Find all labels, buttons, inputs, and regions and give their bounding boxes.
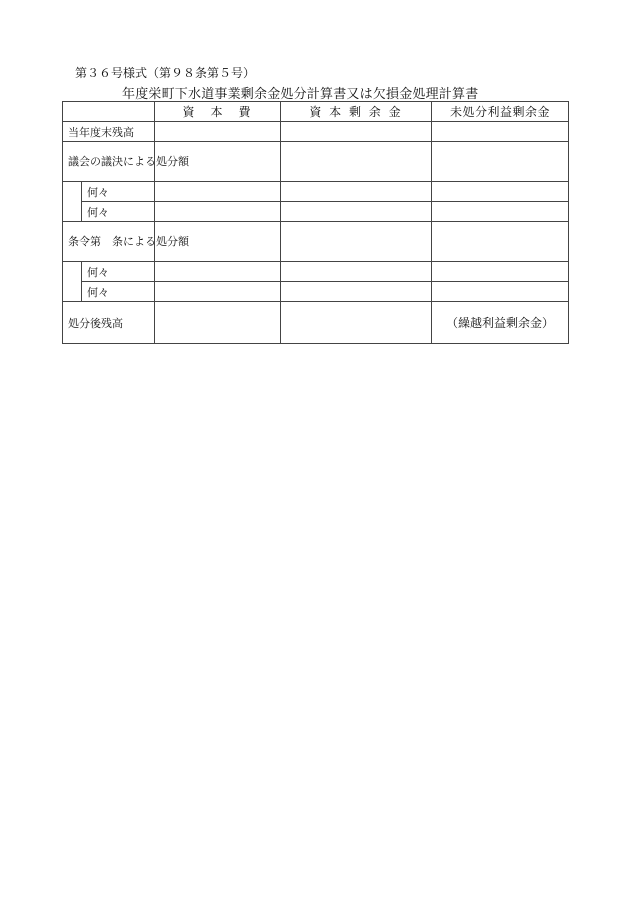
form-number: 第３６号様式（第９８条第５号） bbox=[75, 66, 256, 80]
column-unappropriated-earnings: 未処分利益剰余金 bbox=[432, 102, 569, 122]
table-row bbox=[63, 302, 569, 344]
header-row bbox=[63, 102, 569, 122]
cell-capital-cost bbox=[155, 202, 281, 222]
column-capital-surplus: 資 本 剰 余 金 bbox=[281, 102, 432, 122]
cell-unappropriated-earnings bbox=[432, 142, 569, 182]
cell-unappropriated-earnings bbox=[432, 202, 569, 222]
disposal-table bbox=[62, 101, 569, 344]
cell-capital-surplus bbox=[281, 142, 432, 182]
cell-capital-cost bbox=[155, 182, 281, 202]
cell-capital-surplus bbox=[281, 222, 432, 262]
row-label-council-disposal: 議会の議決による処分額 bbox=[63, 142, 155, 182]
indent-cell bbox=[63, 182, 82, 222]
row-label-current-balance: 当年度末残高 bbox=[63, 122, 155, 142]
row-label-post-balance: 処分後残高 bbox=[63, 302, 155, 344]
cell-unappropriated-earnings bbox=[432, 222, 569, 262]
row-label-ordinance-item: 何々 bbox=[82, 262, 155, 282]
table-row bbox=[63, 282, 569, 302]
cell-capital-surplus bbox=[281, 122, 432, 142]
cell-capital-surplus bbox=[281, 182, 432, 202]
cell-capital-cost bbox=[155, 122, 281, 142]
cell-capital-surplus bbox=[281, 262, 432, 282]
table-row bbox=[63, 262, 569, 282]
cell-capital-cost bbox=[155, 262, 281, 282]
cell-capital-surplus bbox=[281, 202, 432, 222]
header-blank-cell bbox=[63, 102, 155, 122]
table-row bbox=[63, 142, 569, 182]
cell-capital-surplus bbox=[281, 282, 432, 302]
table-row bbox=[63, 182, 569, 202]
cell-capital-surplus bbox=[281, 302, 432, 344]
cell-unappropriated-earnings bbox=[432, 182, 569, 202]
table-row bbox=[63, 222, 569, 262]
cell-capital-cost bbox=[155, 302, 281, 344]
row-label-ordinance-disposal: 条令第 条による処分額 bbox=[63, 222, 155, 262]
row-label-council-item: 何々 bbox=[82, 202, 155, 222]
table-row bbox=[63, 202, 569, 222]
cell-unappropriated-earnings bbox=[432, 282, 569, 302]
table-row bbox=[63, 122, 569, 142]
indent-cell bbox=[63, 262, 82, 302]
column-capital-cost: 資 本 費 bbox=[155, 102, 281, 122]
cell-capital-cost bbox=[155, 282, 281, 302]
row-label-ordinance-item: 何々 bbox=[82, 282, 155, 302]
document-title: 年度栄町下水道事業剰余金処分計算書又は欠損金処理計算書 bbox=[122, 87, 479, 102]
cell-unappropriated-earnings bbox=[432, 262, 569, 282]
cell-unappropriated-earnings bbox=[432, 122, 569, 142]
row-label-council-item: 何々 bbox=[82, 182, 155, 202]
carryforward-note: （繰越利益剰余金） bbox=[432, 302, 569, 344]
